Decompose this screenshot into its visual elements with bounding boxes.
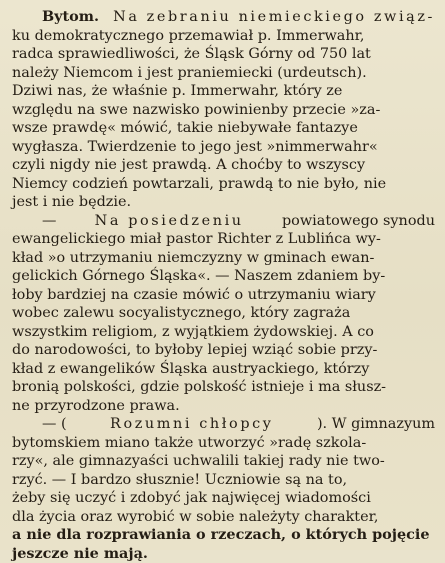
paragraph-2-line-11 [12, 397, 435, 416]
line-text: należy Niemcom i jest praniemiecki (urdeutsch). [12, 64, 367, 83]
dash: — [42, 212, 56, 231]
paragraph-1-line-10 [12, 175, 435, 194]
paragraph-2-line-7 [12, 323, 435, 342]
paragraph-2-line-6 [12, 304, 435, 323]
line-text: ne przyrodzone prawa. [12, 397, 180, 416]
paragraph-3-line-8 [12, 545, 435, 563]
line-text: wygłasza. Twierdzenie to jego jest »nimmerwahr« [12, 138, 378, 157]
line-text: rzy«, ale gimnazyaści uchwalili takiej rady nie two- [12, 452, 385, 471]
paragraph-1-line-11 [12, 193, 435, 212]
paragraph-1-line-3 [12, 45, 435, 64]
line-text: jeszcze nie mają. [12, 545, 148, 563]
spaced-heading-posiedzeniu: Na posiedzeniu [95, 212, 244, 231]
paragraph-1-line-2 [12, 27, 435, 46]
paragraph-1-line-4 [12, 64, 435, 83]
line-text: jest i nie będzie. [12, 193, 131, 212]
line-text: czyli nigdy nie jest prawdą. A choćby to wszyscy [12, 156, 365, 175]
paragraph-3-line-7 [12, 526, 435, 545]
paragraph-3-line-1 [12, 415, 435, 434]
line-text: względu na swe nazwisko powinienby przecie »za- [12, 101, 380, 120]
paragraph-2-line-5 [12, 286, 435, 305]
paragraph-2-line-4 [12, 267, 435, 286]
paragraph-2-line-8 [12, 341, 435, 360]
paragraph-1-line-1 [12, 8, 435, 27]
paragraph-3-line-2 [12, 434, 435, 453]
line-text: ). W gimnazyum [317, 415, 435, 434]
paragraph-1-line-9 [12, 156, 435, 175]
line-text: Niemcy codzień powtarzali, prawdą to nie było, nie [12, 175, 386, 194]
line-text: do narodowości, to byłoby lepiej wziąć sobie przy- [12, 341, 377, 360]
spaced-heading-rozumni-chlopcy: Rozumni chłopcy [110, 415, 274, 434]
paragraph-3-line-4 [12, 471, 435, 490]
paragraph-3-line-6 [12, 508, 435, 527]
line-text: ku demokratycznego przemawiał p. Immerwahr, [12, 27, 365, 46]
line-text: wszystkim religiom, z wyjątkiem żydowskiej. A co [12, 323, 374, 342]
line-text: kład »o utrzymaniu niemczyzny w gminach ewan- [12, 249, 374, 268]
paragraph-3-line-3 [12, 452, 435, 471]
paragraph-2-line-2 [12, 230, 435, 249]
line-text: dla życia oraz wyrobić w sobie należyty charakter, [12, 508, 378, 527]
line-text: bronią polskości, gdzie polskość istnieje i ma słusz- [12, 378, 386, 397]
paragraph-2-line-1 [12, 212, 435, 231]
news-article [12, 8, 435, 563]
line-text: gelickich Górnego Śląska«. — Naszem zdaniem by- [12, 267, 385, 286]
paragraph-2-line-9 [12, 360, 435, 379]
line-text: radca sprawiedliwości, że Śląsk Górny od 750 lat [12, 45, 371, 64]
place-name-bytom: Bytom. [42, 8, 99, 27]
dash-paren: — ( [42, 415, 67, 434]
paragraph-1-line-5 [12, 82, 435, 101]
paragraph-1-line-7 [12, 119, 435, 138]
line-text: żeby się uczyć i zdobyć jak najwięcej wiadomości [12, 489, 371, 508]
line-text: powiatowego synodu [282, 212, 435, 231]
line-text: łoby bardziej na czasie mówić o utrzymaniu wiary [12, 286, 376, 305]
line-text: rzyć. — I bardzo słusznie! Uczniowie są na to, [12, 471, 347, 490]
line-text: Na zebraniu niemieckiego związ- [113, 8, 435, 27]
line-text: Dziwi nas, że właśnie p. Immerwahr, który ze [12, 82, 342, 101]
paragraph-1-line-6 [12, 101, 435, 120]
paragraph-2-line-10 [12, 378, 435, 397]
line-text: ewangelickiego miał pastor Richter z Lublińca wy- [12, 230, 381, 249]
paragraph-3-line-5 [12, 489, 435, 508]
paragraph-1-line-8 [12, 138, 435, 157]
line-text: kład z ewangelików Śląska austryackiego, którzy [12, 360, 369, 379]
line-text: bytomskiem miano także utworzyć »radę szkola- [12, 434, 366, 453]
line-text: a nie dla rozprawiania o rzeczach, o których pojęcie [12, 526, 430, 545]
paragraph-2-line-3 [12, 249, 435, 268]
line-text: wsze prawdę« mówić, takie niebywałe fantazye [12, 119, 358, 138]
line-text: wobec zalewu socyalistycznego, który zagraża [12, 304, 350, 323]
